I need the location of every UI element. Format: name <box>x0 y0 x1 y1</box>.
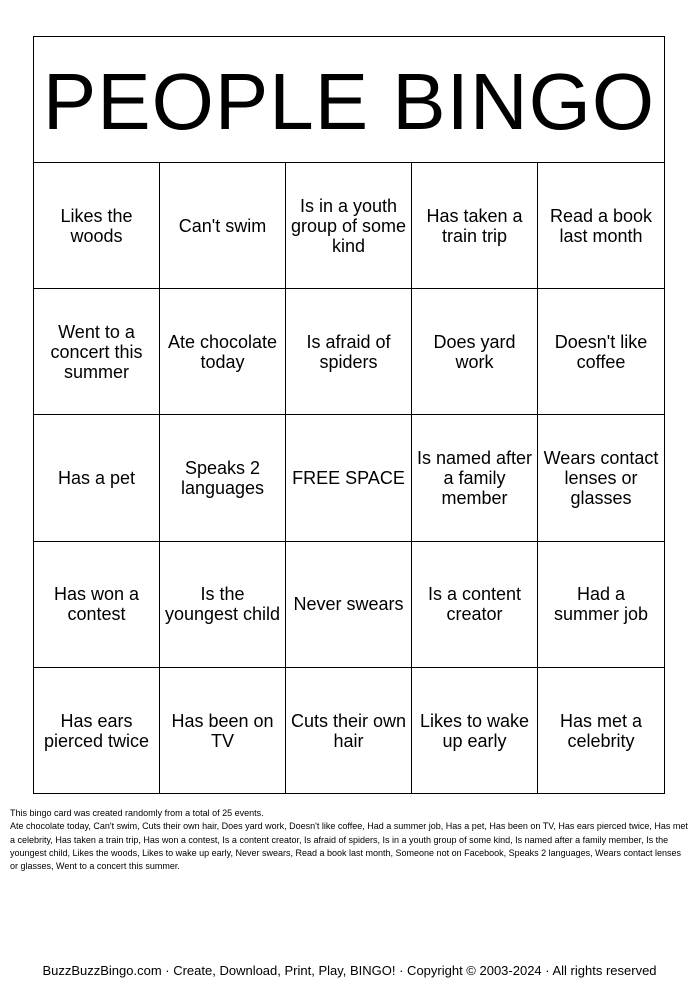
bingo-cell: Likes the woods <box>34 163 160 289</box>
notes-event-list: Ate chocolate today, Can't swim, Cuts their own hair, Does yard work, Doesn't like coffee, Had a summer job, Has a pet, Has been on TV, Has ears pierced twice, Has met a celebrity, Has taken a train trip, Has won a contest, Is a content creator, Is afraid of spiders, Is in a youth group of some kind, Is named after a family member, Is the youngest child, Likes the woods, Likes to wake up early, Never swears, Read a book last month, Someone not on Facebook, Speaks 2 languages, Wears contact lenses or glasses, Went to a concert this summer. <box>10 821 688 872</box>
bingo-cell: Read a book last month <box>538 163 664 289</box>
bingo-cell: Is afraid of spiders <box>286 289 412 415</box>
bingo-cell: Is in a youth group of some kind <box>286 163 412 289</box>
bingo-cell: Speaks 2 languages <box>160 415 286 541</box>
bingo-cell: Wears contact lenses or glasses <box>538 415 664 541</box>
bingo-cell: Has taken a train trip <box>412 163 538 289</box>
bingo-cell: Has ears pierced twice <box>34 668 160 794</box>
bingo-cell: Is named after a family member <box>412 415 538 541</box>
bingo-cell: Does yard work <box>412 289 538 415</box>
bingo-cell: Has been on TV <box>160 668 286 794</box>
card-title: PEOPLE BINGO <box>42 56 656 146</box>
notes-intro: This bingo card was created randomly from a total of 25 events. <box>10 808 264 818</box>
title-row <box>34 37 664 163</box>
bingo-cell: Never swears <box>286 542 412 668</box>
footer: BuzzBuzzBingo.com · Create, Download, Print, Play, BINGO! · Copyright © 2003-2024 · All rights reserved <box>42 963 657 978</box>
bingo-cell: Cuts their own hair <box>286 668 412 794</box>
bingo-cell: Had a summer job <box>538 542 664 668</box>
bingo-cell: Doesn't like coffee <box>538 289 664 415</box>
bingo-cell: Has won a contest <box>34 542 160 668</box>
bingo-cell: Is the youngest child <box>160 542 286 668</box>
bingo-cell: Went to a concert this summer <box>34 289 160 415</box>
free-space-cell: FREE SPACE <box>286 415 412 541</box>
bingo-grid <box>34 163 664 794</box>
bingo-cell: Likes to wake up early <box>412 668 538 794</box>
bingo-card <box>33 36 665 794</box>
bingo-cell: Ate chocolate today <box>160 289 286 415</box>
card-notes <box>10 807 690 873</box>
bingo-cell: Has met a celebrity <box>559 710 643 751</box>
bingo-cell: Has a pet <box>34 415 160 541</box>
bingo-cell: Can't swim <box>160 163 286 289</box>
bingo-cell: Is a content creator <box>412 542 538 668</box>
